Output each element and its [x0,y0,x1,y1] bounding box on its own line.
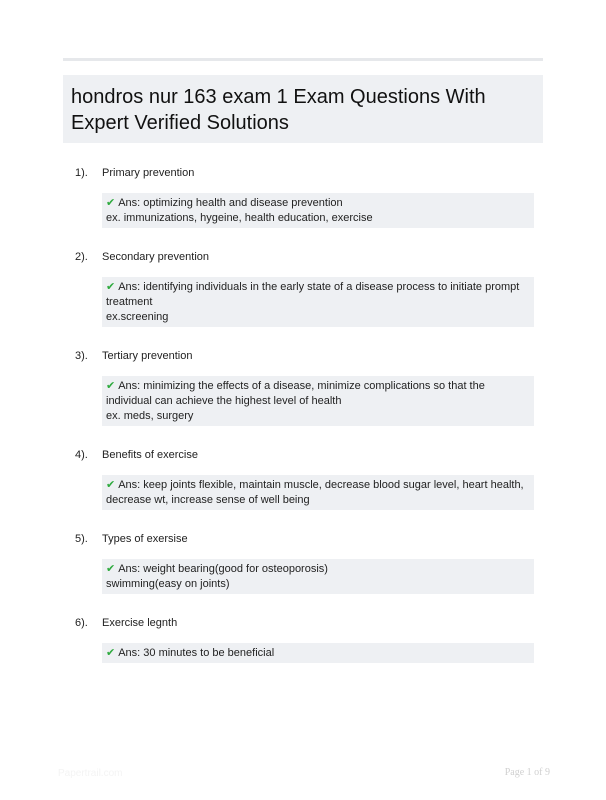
question-text: Secondary prevention [102,251,210,263]
answer-box [102,475,534,510]
question-text: Primary prevention [102,167,195,179]
answer-line: swimming(easy on joints) [106,578,230,590]
question-text: Benefits of exercise [102,449,198,461]
answer-line: ex. immunizations, hygeine, health education, exercise [106,212,373,224]
question-number: 5). [75,533,88,545]
check-icon: ✔ [106,646,116,659]
answer-line: ex. meds, surgery [106,410,194,422]
check-icon: ✔ [106,562,116,575]
check-icon: ✔ [106,196,116,209]
check-icon: ✔ [106,379,116,392]
question-number: 3). [75,350,88,362]
question-item [75,250,535,327]
answer-box [102,277,534,327]
answer-box [102,193,534,228]
answer-box [102,643,534,663]
question-item [75,448,535,510]
question-number: 4). [75,449,88,461]
question-item [75,166,535,228]
answer-line: Ans: identifying individuals in the early state of a disease process to initiate prompt treatment [106,281,520,308]
check-icon: ✔ [106,280,116,293]
question-number: 1). [75,167,88,179]
check-icon: ✔ [106,478,116,491]
answer-line: Ans: 30 minutes to be beneficial [118,647,275,659]
question-text: Types of exersise [102,533,188,545]
answer-box [102,559,534,594]
question-text: Tertiary prevention [102,350,193,362]
footer-watermark: Papertrail.com [58,768,123,779]
question-text: Exercise legnth [102,617,178,629]
question-item [75,532,535,594]
answer-line: ex.screening [106,311,169,323]
question-number: 6). [75,617,88,629]
question-item [75,616,535,663]
question-list [75,166,535,685]
question-item [75,349,535,426]
page-number: Page 1 of 9 [504,767,550,778]
answer-line: Ans: optimizing health and disease prevention [118,197,343,209]
page-title: hondros nur 163 exam 1 Exam Questions With Expert Verified Solutions [71,86,486,134]
top-divider [63,58,543,61]
question-number: 2). [75,251,88,263]
answer-line: Ans: minimizing the effects of a disease, minimize complications so that the individual can achieve the highest level of health [106,380,485,407]
answer-box [102,376,534,426]
answer-line: Ans: weight bearing(good for osteoporosis) [118,563,328,575]
title-banner [63,75,543,143]
answer-line: Ans: keep joints flexible, maintain muscle, decrease blood sugar level, heart health, decrease wt, increase sense of well being [106,479,524,506]
